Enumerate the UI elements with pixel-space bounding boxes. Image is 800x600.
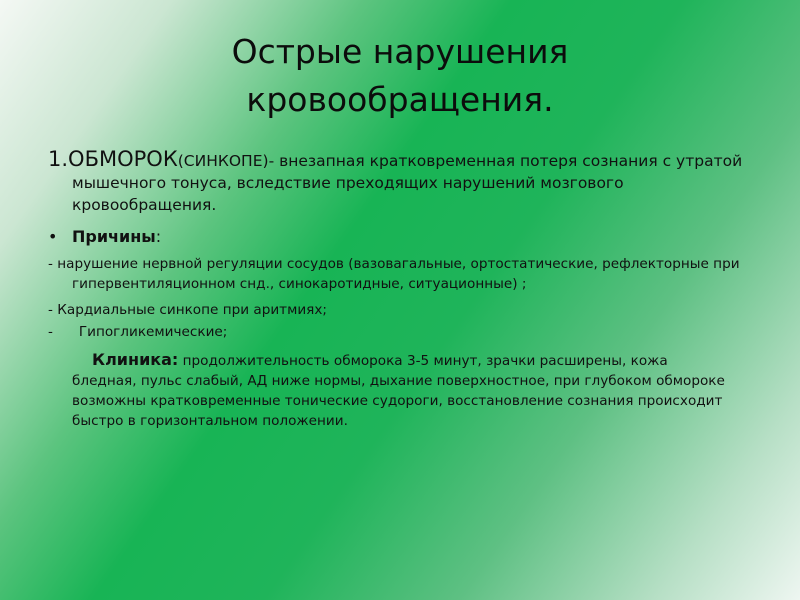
syncope-definition bbox=[48, 148, 748, 216]
slide-title-line-2: кровообращения. bbox=[246, 80, 554, 119]
bullet-icon: • bbox=[48, 227, 58, 246]
causes-label: Причины bbox=[72, 227, 156, 246]
clinic-text: продолжительность обморока 3-5 минут, зрачки расширены, кожа бледная, пульс слабый, АД ниже нормы, дыхание поверхностное, при глубоком обмороке возможны кратковременные тонические судороги, восстановление сознания происходит быстро в горизонтальном положении. bbox=[72, 353, 725, 429]
causes-colon: : bbox=[155, 227, 162, 246]
item-number: 1. bbox=[48, 147, 69, 171]
slide-title bbox=[0, 28, 800, 124]
slide-body bbox=[48, 148, 748, 431]
syncope-definition-text: - внезапная кратковременная потеря сознания с утратой мышечного тонуса, вследствие преходящих нарушений мозгового кровообращения. bbox=[72, 152, 743, 214]
syncope-synonym: (СИНКОПЕ) bbox=[177, 152, 269, 170]
cause-item-hypoglycemic: - Гипогликемические; bbox=[48, 324, 228, 340]
causes-heading-row bbox=[48, 226, 748, 248]
cause-item-neural: - нарушение нервной регуляции сосудов (вазовагальные, ортостатические, рефлекторные при гипервентиляционном снд., синокаротидные, ситуационные) ; bbox=[48, 256, 740, 292]
clinic-paragraph bbox=[48, 350, 732, 431]
slide-title-line-1: Острые нарушения bbox=[231, 32, 569, 71]
syncope-heading: ОБМОРОК bbox=[68, 147, 178, 171]
cause-item-cardiac: - Кардиальные синкопе при аритмиях; bbox=[48, 302, 327, 318]
clinic-label: Клиника: bbox=[92, 350, 179, 369]
